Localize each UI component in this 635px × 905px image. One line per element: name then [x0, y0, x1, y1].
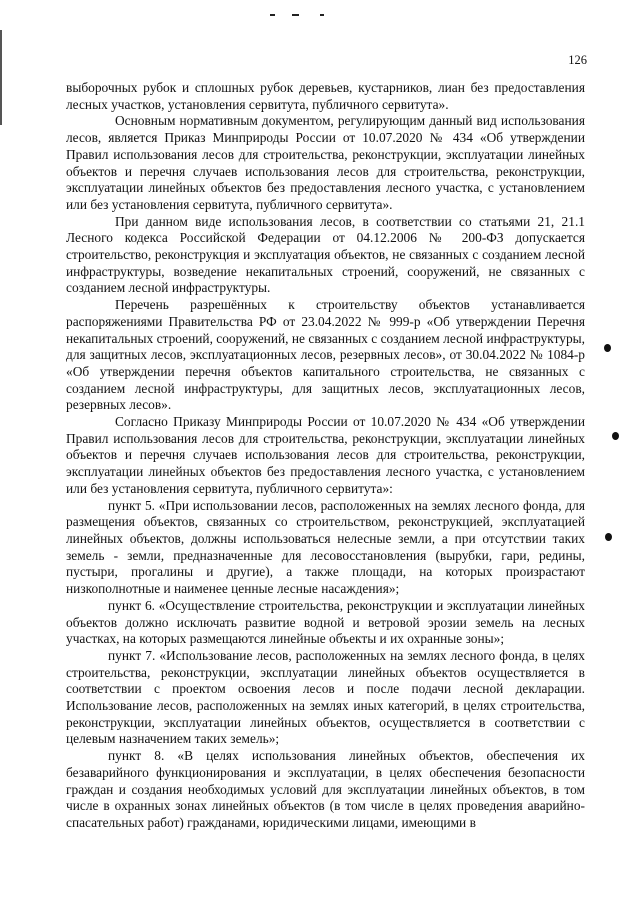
paragraph: пункт 8. «В целях использования линейных объектов, обеспечения их безаварийного функционирования и эксплуатации, в целях обеспечения безопасности граждан и создания необходимых условий для эксплуатации линейных объектов, в том числе в охранных зонах линейных объектов (в том числе в целях проведения аварийно-спасательных работ) гражданами, юридическими лицами, имеющими в — [66, 748, 585, 830]
punch-hole-mark — [604, 344, 611, 352]
scan-edge — [0, 30, 2, 125]
paragraph: пункт 7. «Использование лесов, расположенных на землях лесного фонда, в целях строительства, реконструкции, эксплуатации линейных объектов осуществляется в соответствии с проектом освоения лесов и после подачи лесной декларации. Использование лесов, расположенных на землях иных категорий, в целях строительства, реконструкции, эксплуатации линейных объектов, осуществляется в соответствии с целевым назначением таких земель»; — [66, 647, 585, 747]
paragraph: Основным нормативным документом, регулирующим данный вид использования лесов, является Приказ Минприроды России от 10.07.2020 № 434 «Об утверждении Правил использования лесов для строительства, реконструкции, эксплуатации линейных объектов и перечня случаев использования лесов для строительства, реконструкции, эксплуатации линейных объектов без предоставления лесного участка, с установлением или без установления сервитута, публичного сервитута». — [66, 113, 585, 212]
scan-artifact — [292, 14, 299, 16]
paragraph: Перечень разрешённых к строительству объектов устанавливается распоряжениями Правительства РФ от 23.04.2022 № 999-р «Об утверждении Перечня некапитальных строений, сооружений, не связанных с созданием лесной инфраструктуры, для защитных лесов, эксплуатационных лесов, резервных лесов», от 30.04.2022 № 1084-р «Об утверждении перечня объектов капитального строительства, не связанных с созданием лесной инфраструктуры, для защитных лесов, эксплуатационных лесов, резервных лесов». — [66, 297, 585, 413]
scan-artifact — [320, 14, 324, 16]
punch-hole-mark — [605, 533, 612, 541]
punch-hole-mark — [612, 432, 619, 440]
page-number: 126 — [568, 53, 587, 67]
paragraph: выборочных рубок и сплошных рубок деревьев, кустарников, лиан без предоставления лесных участков, установления сервитута, публичного сервитута». — [66, 80, 585, 112]
scan-artifact — [270, 14, 275, 16]
paragraph: Согласно Приказу Минприроды России от 10.07.2020 № 434 «Об утверждении Правил использования лесов для строительства, реконструкции, эксплуатации линейных объектов и перечня случаев использования лесов для строительства, реконструкции, эксплуатации линейных объектов без предоставления лесного участка, с установлением или без установления сервитута, публичного сервитута»: — [66, 414, 585, 496]
paragraph: пункт 6. «Осуществление строительства, реконструкции и эксплуатации линейных объектов должно исключать развитие водной и ветровой эрозии земель на лесных участках, на которых размещаются линейные объекты и их охранные зоны»; — [66, 597, 585, 647]
paragraph: При данном виде использования лесов, в соответствии со статьями 21, 21.1 Лесного кодекса Российской Федерации от 04.12.2006 № 200-ФЗ допускается строительство, реконструкция и эксплуатация объектов, не связанных с созданием лесной инфраструктуры, возведение некапитальных строений, сооружений, не связанных с созданием лесной инфраструктуры. — [66, 213, 585, 296]
body-text — [66, 80, 585, 832]
paragraph: пункт 5. «При использовании лесов, расположенных на землях лесного фонда, для размещения объектов, связанных со строительством, реконструкцией, эксплуатацией линейных объектов, должны использоваться нелесные земли, а при отсутствии таких земель - земли, предназначенные для лесовосстановления (вырубки, гари, редины, пустыри, прогалины и другие), а также площади, на которых произрастают низкополнотные и наименее ценные лесные насаждения»; — [66, 497, 585, 597]
